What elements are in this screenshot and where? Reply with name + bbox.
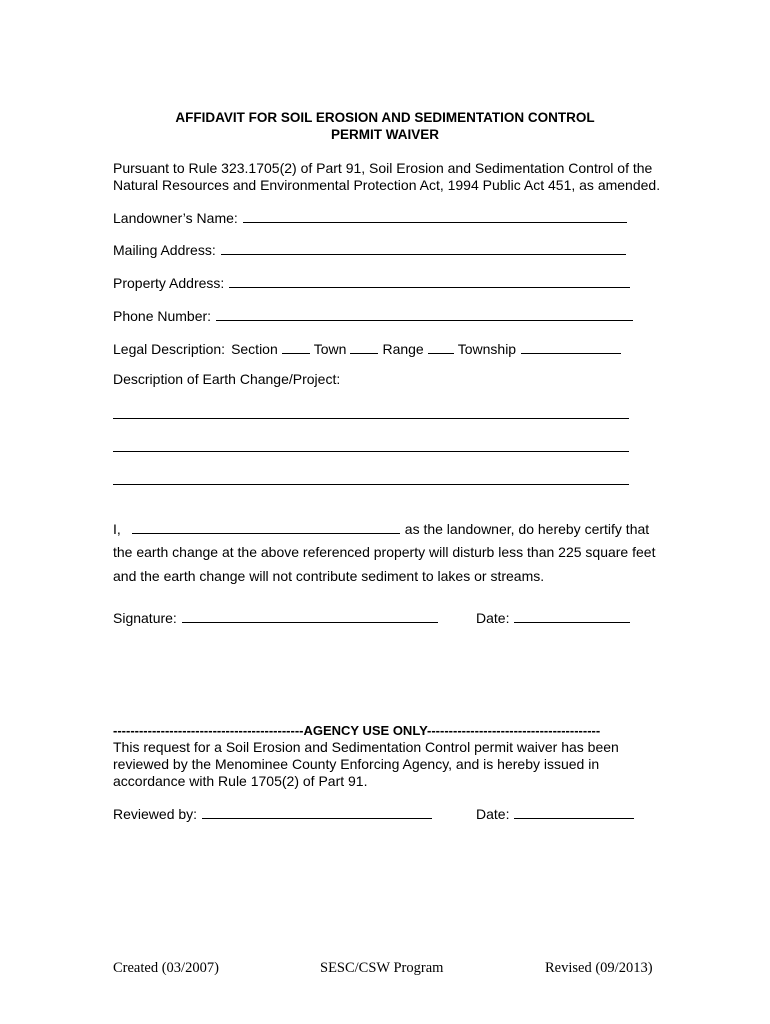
- agency-text-line-3: accordance with Rule 1705(2) of Part 91.: [113, 773, 368, 789]
- legal-description-row: [113, 339, 621, 357]
- signature-date-label: Date:: [476, 610, 510, 626]
- town-label: Town: [313, 341, 347, 357]
- agency-date-row: [476, 804, 634, 822]
- form-title-line-2: PERMIT WAIVER: [330, 127, 439, 142]
- phone-number-field[interactable]: [216, 320, 633, 321]
- footer-revised: Revised (09/2013): [545, 960, 653, 976]
- agency-date-field[interactable]: [514, 818, 634, 819]
- footer-created: Created (03/2007): [113, 960, 219, 976]
- agency-date-label: Date:: [476, 806, 510, 822]
- mailing-address-row: [113, 240, 626, 258]
- range-field[interactable]: [428, 353, 454, 354]
- earth-change-label: Description of Earth Change/Project:: [113, 371, 341, 387]
- signature-date-row: [476, 608, 630, 626]
- agency-use-header: --------------------------------------------AGENCY USE ONLY----------------------------------------: [113, 723, 601, 738]
- intro-line-2: Natural Resources and Environmental Protection Act, 1994 Public Act 451, as amended.: [113, 177, 661, 193]
- certify-statement-2: the earth change at the above referenced property will disturb less than 225 square feet: [113, 544, 656, 560]
- property-address-field[interactable]: [229, 287, 630, 288]
- section-label: Section: [231, 341, 278, 357]
- landowner-name-row: [113, 208, 627, 226]
- signature-date-field[interactable]: [514, 622, 630, 623]
- certification-line-1: [113, 519, 649, 537]
- range-label: Range: [382, 341, 424, 357]
- phone-number-label: Phone Number:: [113, 308, 212, 324]
- mailing-address-field[interactable]: [221, 254, 626, 255]
- property-address-label: Property Address:: [113, 275, 225, 291]
- agency-text-line-2: reviewed by the Menominee County Enforcing Agency, and is hereby issued in: [113, 756, 600, 772]
- reviewed-by-field[interactable]: [202, 818, 432, 819]
- township-label: Township: [457, 341, 517, 357]
- signature-field[interactable]: [182, 622, 438, 623]
- signature-row: [113, 608, 438, 626]
- property-address-row: [113, 273, 630, 291]
- certify-statement-1: as the landowner, do hereby certify that: [404, 521, 650, 537]
- landowner-name-label: Landowner’s Name:: [113, 210, 238, 226]
- intro-line-1: Pursuant to Rule 323.1705(2) of Part 91, Soil Erosion and Sedimentation Control of the: [113, 160, 653, 176]
- legal-description-label: Legal Description:: [113, 341, 226, 357]
- reviewed-by-row: [113, 804, 432, 822]
- footer-program: SESC/CSW Program: [320, 960, 444, 976]
- township-field[interactable]: [521, 353, 621, 354]
- certifier-name-field[interactable]: [132, 533, 400, 534]
- reviewed-by-label: Reviewed by:: [113, 806, 198, 822]
- earth-change-field-line-1[interactable]: [113, 418, 629, 419]
- section-field[interactable]: [282, 353, 310, 354]
- phone-number-row: [113, 306, 633, 324]
- signature-label: Signature:: [113, 610, 177, 626]
- town-field[interactable]: [350, 353, 378, 354]
- certify-statement-3: and the earth change will not contribute sediment to lakes or streams.: [113, 568, 545, 584]
- earth-change-field-line-3[interactable]: [113, 484, 629, 485]
- certify-i-label: I,: [113, 521, 121, 537]
- earth-change-field-line-2[interactable]: [113, 451, 629, 452]
- form-title-line-1: AFFIDAVIT FOR SOIL EROSION AND SEDIMENTATION CONTROL: [175, 110, 595, 125]
- landowner-name-field[interactable]: [243, 222, 627, 223]
- agency-text-line-1: This request for a Soil Erosion and Sedimentation Control permit waiver has been: [113, 739, 619, 755]
- mailing-address-label: Mailing Address:: [113, 242, 216, 258]
